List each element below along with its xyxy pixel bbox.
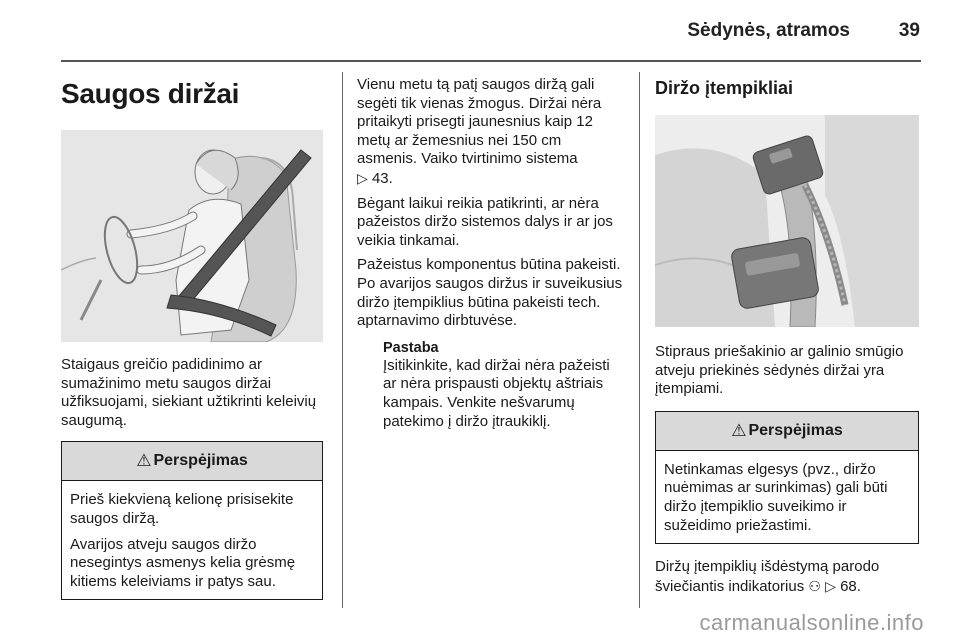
warning-triangle-icon: ⚠	[731, 420, 747, 440]
page-number: 39	[898, 20, 920, 41]
pretensioner-paragraph: Stipraus priešakinio ar galinio smūgio atveju priekinės sėdynės diržai yra įtempiami.	[655, 343, 904, 398]
indicator-paragraph	[655, 558, 919, 596]
header-title: Sėdynės, atramos	[687, 20, 850, 41]
column-1	[61, 70, 323, 600]
column-2	[357, 76, 625, 431]
warning-triangle-icon: ⚠	[136, 451, 152, 471]
warning-box-2	[655, 411, 919, 544]
subsection-title: Diržo įtempikliai	[655, 78, 794, 98]
warning-text-3: Netinkamas elgesys (pvz., diržo nuėmimas ar surinkimas) gali būti diržo įtempiklio suveikimo ir sužeidimo priežastimi.	[664, 460, 888, 534]
indicator-text: Diržų įtempiklių išdėstymą parodo šviečiantis indikatorius	[655, 558, 880, 595]
warning-title: Perspėjimas	[153, 452, 248, 470]
warning-body-2	[656, 451, 918, 543]
warning-box	[61, 441, 323, 600]
warning-title-2: Perspėjimas	[748, 421, 843, 439]
indicator-page-reference: 68.	[840, 577, 861, 595]
note-title: Pastaba	[383, 339, 439, 356]
page-reference: 43.	[371, 169, 393, 187]
warning-body	[62, 481, 322, 599]
warning-text-2: Avarijos atveju saugos diržo nesegintys asmenys kelia grėsmę kitiems keleiviams ir patys sau.	[70, 535, 296, 590]
note-block	[383, 339, 625, 431]
watermark: carmanualsonline.info	[699, 610, 924, 635]
note-text: Įsitikinkite, kad diržai nėra pažeisti ar nėra prispausti objektų aštriais kampais. Venkite nešvarumų patekimo į diržo įtraukiklį.	[383, 356, 610, 430]
section-title: Saugos diržai	[61, 78, 240, 109]
header-rule	[61, 60, 921, 62]
intro-paragraph: Staigaus greičio padidinimo ar sumažinimo metu saugos diržai užfiksuojami, siekiant užtikrinti keleivių saugumą.	[61, 356, 317, 429]
warning-header	[62, 442, 322, 481]
page-reference-icon: ▷	[357, 169, 368, 186]
seatbelt-illustration	[61, 130, 323, 342]
column-divider-1	[342, 72, 343, 608]
pretensioner-indicator-icon: ⚇	[808, 577, 821, 594]
paragraph-replace: Pažeistus komponentus būtina pakeisti. Po avarijos saugos diržus ir suveikusius diržo įtempiklius būtina pakeisti tech. aptarnavimo dirbtuvėse.	[357, 256, 623, 330]
warning-header-2	[656, 412, 918, 451]
pretensioner-illustration	[655, 115, 919, 327]
column-3	[655, 70, 919, 596]
paragraph-inspection: Bėgant laikui reikia patikrinti, ar nėra pažeistos diržo sistemos dalys ir ar jos veikia tinkamai.	[357, 194, 613, 249]
paragraph-usage-text: Vienu metu tą patį saugos diržą gali segėti tik vienas žmogus. Diržai nėra pritaikyti prisegti jaunesnius kaip 12 metų ar žemesnius nei 150 cm asmenis. Vaiko tvirtinimo sistema	[357, 76, 602, 168]
warning-text-1: Prieš kiekvieną kelionę prisisekite saugos diržą.	[70, 491, 294, 527]
page-reference-icon: ▷	[825, 577, 836, 594]
column-divider-2	[639, 72, 640, 608]
paragraph-usage	[357, 76, 625, 189]
